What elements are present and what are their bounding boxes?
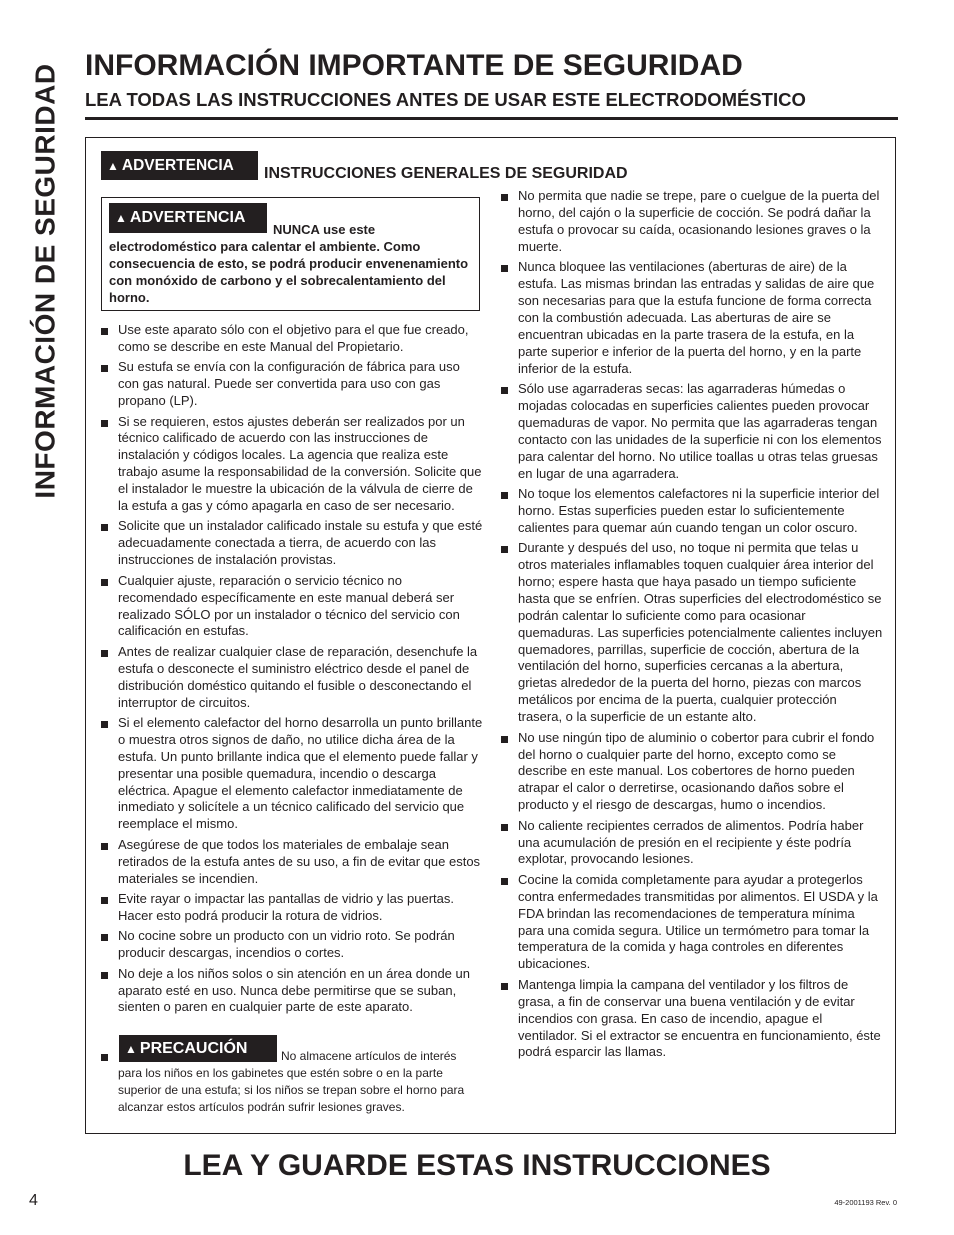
list-item: Mantenga limpia la campana del ventilador y los filtros de grasa, a fin de conservar una buena ventilación y de evitar incendios con grasa. En caso de incendio, apague el ventilador. Si el extractor se encuentra en funcionamiento, éste podrá esparcir las llamas. xyxy=(501,977,884,1062)
list-item: Use este aparato sólo con el objetivo para el que fue creado, como se describe en este Manual del Propietario. xyxy=(101,322,483,356)
warning-triangle-icon: ▲ xyxy=(125,1041,137,1056)
list-item: Su estufa se envía con la configuración de fábrica para uso con gas natural. Puede ser convertida para uso con gas propano (LP). xyxy=(101,359,483,410)
caution-badge-label: PRECAUCIÓN xyxy=(139,1039,248,1057)
list-item: Nunca bloquee las ventilaciones (aberturas de aire) de la estufa. Las mismas brindan las entradas y salidas de aire que son necesarias para que la estufa funcione de forma correcta con la combustión adecuada. Las aberturas de aire se encuentran ubicadas en la parte trasera de la estufa, en la parte superior e inferior de la puerta del horno, y en la parte inferior de la estufa. xyxy=(501,259,884,377)
list-item: Si se requieren, estos ajustes deberán ser realizados por un técnico calificado de acuerdo con las instrucciones de instalación y códigos locales. La agencia que realiza este trabajo asume la responsabilidad de la conversión. Solicite que el instalador le muestre la ubicación de la válvula de cierre de la estufa a gas y cómo apagarla en caso de ser necesario. xyxy=(101,414,483,515)
list-item: Solicite que un instalador calificado instale su estufa y que esté adecuadamente conectada a tierra, de acuerdo con las instrucciones de instalación provistas. xyxy=(101,518,483,569)
title-divider xyxy=(85,117,898,120)
list-item: Antes de realizar cualquier clase de reparación, desenchufe la estufa o desconecte el suministro eléctrico desde el panel de distribución doméstico quitando el fusible o desconectando el interruptor de circuitos. xyxy=(101,644,483,712)
list-item: No toque los elementos calefactores ni la superficie interior del horno. Estas superficies pueden estar lo suficientemente calientes para quemar aún cuando tengan un color oscuro. xyxy=(501,486,884,537)
warning-triangle-icon: ▲ xyxy=(107,158,119,173)
list-item: No cocine sobre un producto con un vidrio roto. Se podrán producir descargas, incendios o cortes. xyxy=(101,928,483,962)
right-instruction-list xyxy=(501,188,884,1065)
list-item: Asegúrese de que todos los materiales de embalaje sean retirados de la estufa antes de su uso, a fin de evitar que estos materiales se incendien. xyxy=(101,837,483,888)
side-title xyxy=(28,56,64,506)
warning-badge xyxy=(101,151,258,180)
bullet-square-icon xyxy=(101,1054,108,1061)
document-code: 49-2001193 Rev. 0 xyxy=(834,1198,897,1207)
warning-triangle-icon: ▲ xyxy=(115,211,127,225)
list-item: No use ningún tipo de aluminio o cobertor para cubrir el fondo del horno o cualquier parte del horno, excepto como se describe en este manual. Los cobertores de horno pueden atrapar el calor o derretirse, ocasionando daños sobre el producto y el riesgo de descargas, humo o incendios. xyxy=(501,730,884,815)
warning-box-lead: NUNCA use este xyxy=(273,222,376,237)
list-item: No permita que nadie se trepe, pare o cuelgue de la puerta del horno, del cajón o la superficie de cocción. Se podrá dañar la estufa o provocar su caída, ocasionando lesiones graves o la muerte. xyxy=(501,188,884,256)
footer-title: LEA Y GUARDE ESTAS INSTRUCCIONES xyxy=(183,1149,771,1182)
warning-badge-label: ADVERTENCIA xyxy=(121,156,234,174)
list-item: No deje a los niños solos o sin atención en un área donde un aparato esté en uso. Nunca debe permitirse que se suban, sienten o paren en cualquier parte de este aparato. xyxy=(101,966,483,1017)
warning-box-text xyxy=(109,221,471,306)
page-subtitle: LEA TODAS LAS INSTRUCCIONES ANTES DE USAR ESTE ELECTRODOMÉSTICO xyxy=(85,89,806,110)
list-item: No caliente recipientes cerrados de alimentos. Podría haber una acumulación de presión en el recipiente y éste podría explotar, provocando lesiones. xyxy=(501,818,884,869)
page-number: 4 xyxy=(29,1192,38,1209)
list-item: Evite rayar o impactar las pantallas de vidrio y las puertas. Hacer esto podrá producir la rotura de vidrios. xyxy=(101,891,483,925)
side-title-text: INFORMACIÓN DE SEGURIDAD xyxy=(30,63,61,499)
page-title: INFORMACIÓN IMPORTANTE DE SEGURIDAD xyxy=(85,49,743,82)
warning-box-body: electrodoméstico para calentar el ambiente. Como consecuencia de esto, se podrá producir envenenamiento con monóxido de carbono y el sobrecalentamiento del horno. xyxy=(109,239,469,305)
list-item: Durante y después del uso, no toque ni permita que telas u otros materiales inflamables toquen cualquier área interior del horno; espere hasta que haya pasado un tiempo suficiente hasta que se enfríen. Otras superficies del electrodoméstico se podrán calentar lo suficiente como para ocasionar quemaduras. Las superficies potencialmente calientes incluyen quemadores, parrillas, superficie de cocción, abertura de la ventilación del horno, superficies cercanas a la abertura, grietas alrededor de la puerta del horno, piezas con marcos metálicos por encima de la puerta, cualquier protección trasera, o la superficie de un estante alto. xyxy=(501,540,884,726)
section-heading: INSTRUCCIONES GENERALES DE SEGURIDAD xyxy=(264,165,628,182)
caution-body: para los niños en los gabinetes que estén sobre o en la parte superior de una estufa; si los niños se trepan sobre el horno para alcanzar estos artículos podrán sufrir lesiones graves. xyxy=(118,1066,465,1114)
list-item: Cocine la comida completamente para ayudar a protegerlos contra enfermedades transmitidas por alimentos. El USDA y la FDA brindan las recomendaciones de temperatura mínima para una comida segura. Utilice un termómetro para tomar la temperatura de la comida y haga controles en diferentes ubicaciones. xyxy=(501,872,884,973)
list-item: Si el elemento calefactor del horno desarrolla un punto brillante o muestra otros signos de daño, no utilice dicha área de la estufa. Un punto brillante indica que el elemento puede fallar y presentar una posible quemadura, incendio o descarga eléctrica. Apague el elemento calefactor inmediatamente de inmediato y solicítele a un técnico calificado del servicio que reemplace el mismo. xyxy=(101,715,483,833)
left-instruction-list xyxy=(101,322,483,1020)
list-item: Cualquier ajuste, reparación o servicio técnico no recomendado específicamente en este manual deberá ser realizado SÓLO por un instalador o técnico del servicio con calificación en estufas. xyxy=(101,573,483,641)
warning-box-badge-label: ADVERTENCIA xyxy=(129,209,246,226)
caution-text xyxy=(118,1048,483,1116)
caution-lead: No almacene artículos de interés xyxy=(281,1049,457,1063)
list-item: Sólo use agarraderas secas: las agarraderas húmedas o mojadas colocadas en superficies calientes pueden provocar quemaduras de vapor. No permita que las agarraderas tengan contacto con las unidades de la superficie ni con los elementos para calentar del horno. No utilice toallas u otras telas gruesas en lugar de una agarradera. xyxy=(501,381,884,482)
